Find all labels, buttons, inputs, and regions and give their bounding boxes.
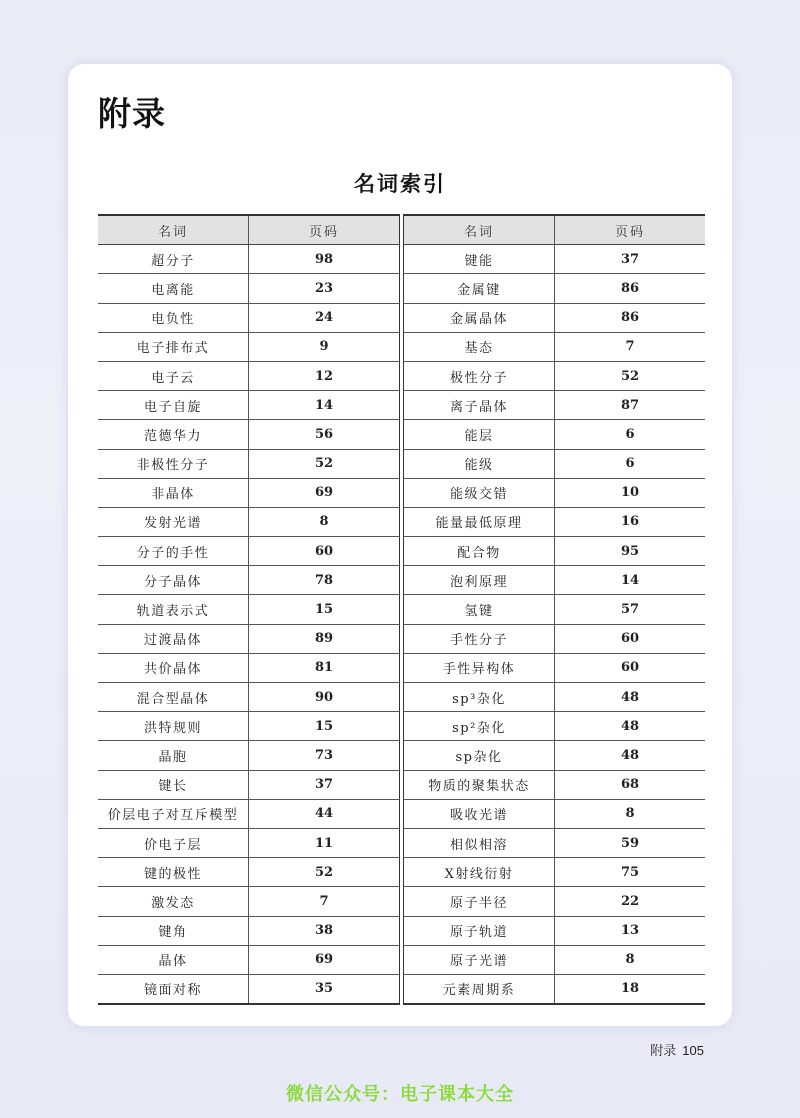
index-term: 键能 — [404, 245, 555, 274]
index-term: 物质的聚集状态 — [404, 770, 555, 799]
table-row — [98, 683, 400, 712]
table-row — [98, 449, 400, 478]
index-page: 37 — [555, 245, 706, 274]
index-term: 轨道表示式 — [98, 595, 249, 624]
index-page: 22 — [555, 887, 706, 916]
index-table-right — [403, 214, 705, 1005]
index-term: 发射光谱 — [98, 507, 249, 536]
index-page: 57 — [555, 595, 706, 624]
index-term: 分子的手性 — [98, 537, 249, 566]
index-term: 电子云 — [98, 361, 249, 390]
index-page: 78 — [249, 566, 400, 595]
index-term: 能级交错 — [404, 478, 555, 507]
index-page: 44 — [249, 799, 400, 828]
index-page: 24 — [249, 303, 400, 332]
index-page: 52 — [249, 449, 400, 478]
index-page: 69 — [249, 945, 400, 974]
table-row — [404, 537, 706, 566]
page-footer — [650, 1040, 704, 1059]
index-page: 95 — [555, 537, 706, 566]
index-term: 键的极性 — [98, 858, 249, 887]
table-row — [98, 887, 400, 916]
index-page: 18 — [555, 974, 706, 1004]
table-row — [404, 828, 706, 857]
index-page: 60 — [555, 624, 706, 653]
index-page: 87 — [555, 391, 706, 420]
index-page: 14 — [249, 391, 400, 420]
index-term: 洪特规则 — [98, 712, 249, 741]
index-page: 16 — [555, 507, 706, 536]
table-row — [404, 916, 706, 945]
index-page: 59 — [555, 828, 706, 857]
index-term: 基态 — [404, 332, 555, 361]
index-term: 价层电子对互斥模型 — [98, 799, 249, 828]
index-page: 10 — [555, 478, 706, 507]
index-term: 手性异构体 — [404, 653, 555, 682]
table-row — [98, 828, 400, 857]
index-page: 73 — [249, 741, 400, 770]
index-page: 98 — [249, 245, 400, 274]
index-table-right-body — [404, 245, 706, 1004]
index-term: 金属键 — [404, 274, 555, 303]
table-row — [404, 799, 706, 828]
index-term: 键角 — [98, 916, 249, 945]
table-row — [404, 332, 706, 361]
table-row — [404, 420, 706, 449]
index-term: 过渡晶体 — [98, 624, 249, 653]
index-page: 23 — [249, 274, 400, 303]
table-row — [98, 332, 400, 361]
index-page: 11 — [249, 828, 400, 857]
table-row — [98, 420, 400, 449]
index-page: 12 — [249, 361, 400, 390]
index-term: sp杂化 — [404, 741, 555, 770]
index-term: 电负性 — [98, 303, 249, 332]
index-term: 手性分子 — [404, 624, 555, 653]
table-row — [404, 624, 706, 653]
index-page: 52 — [555, 361, 706, 390]
header-row — [98, 215, 400, 245]
index-term: 电子排布式 — [98, 332, 249, 361]
table-row — [98, 712, 400, 741]
index-page: 14 — [555, 566, 706, 595]
index-term: 非晶体 — [98, 478, 249, 507]
table-row — [98, 974, 400, 1004]
table-row — [98, 478, 400, 507]
header-term: 名词 — [98, 215, 249, 245]
index-term: 元素周期系 — [404, 974, 555, 1004]
table-row — [98, 916, 400, 945]
table-row — [404, 274, 706, 303]
index-term: 吸收光谱 — [404, 799, 555, 828]
index-page: 8 — [555, 799, 706, 828]
index-page: 86 — [555, 274, 706, 303]
index-term: 价电子层 — [98, 828, 249, 857]
index-term: 超分子 — [98, 245, 249, 274]
index-term: 混合型晶体 — [98, 683, 249, 712]
index-page: 37 — [249, 770, 400, 799]
index-term: 能级 — [404, 449, 555, 478]
table-row — [404, 887, 706, 916]
index-term: 电离能 — [98, 274, 249, 303]
index-term: 原子轨道 — [404, 916, 555, 945]
index-page: 75 — [555, 858, 706, 887]
index-term: 原子半径 — [404, 887, 555, 916]
table-row — [404, 507, 706, 536]
table-row — [98, 274, 400, 303]
index-term: 非极性分子 — [98, 449, 249, 478]
index-page: 60 — [249, 537, 400, 566]
index-page: 8 — [555, 945, 706, 974]
index-page: 86 — [555, 303, 706, 332]
index-term: 离子晶体 — [404, 391, 555, 420]
table-row — [98, 303, 400, 332]
header-page: 页码 — [249, 215, 400, 245]
index-table-left-body — [98, 245, 400, 1004]
index-tables — [98, 214, 705, 1010]
table-row — [98, 595, 400, 624]
index-term: 氢键 — [404, 595, 555, 624]
footer-label: 附录 — [650, 1043, 677, 1058]
index-term: 能量最低原理 — [404, 507, 555, 536]
index-page: 7 — [249, 887, 400, 916]
index-page: 15 — [249, 595, 400, 624]
index-term: 能层 — [404, 420, 555, 449]
table-row — [98, 245, 400, 274]
index-page: 68 — [555, 770, 706, 799]
index-term: 泡利原理 — [404, 566, 555, 595]
table-row — [404, 741, 706, 770]
index-term: 共价晶体 — [98, 653, 249, 682]
index-page: 9 — [249, 332, 400, 361]
table-row — [404, 566, 706, 595]
index-term: 范德华力 — [98, 420, 249, 449]
header-page: 页码 — [555, 215, 706, 245]
index-page: 15 — [249, 712, 400, 741]
index-term: 分子晶体 — [98, 566, 249, 595]
table-row — [404, 858, 706, 887]
index-term: 晶体 — [98, 945, 249, 974]
index-term: 镜面对称 — [98, 974, 249, 1004]
table-row — [404, 391, 706, 420]
table-row — [98, 361, 400, 390]
index-term: sp²杂化 — [404, 712, 555, 741]
table-row — [404, 974, 706, 1004]
index-term: 键长 — [98, 770, 249, 799]
index-page: 52 — [249, 858, 400, 887]
section-title: 附录 — [98, 94, 166, 133]
index-page: 89 — [249, 624, 400, 653]
table-row — [98, 858, 400, 887]
index-page: 38 — [249, 916, 400, 945]
index-page: 6 — [555, 420, 706, 449]
table-row — [404, 945, 706, 974]
index-page: 35 — [249, 974, 400, 1004]
index-term: 极性分子 — [404, 361, 555, 390]
table-row — [98, 624, 400, 653]
table-row — [404, 245, 706, 274]
table-row — [404, 478, 706, 507]
header-row — [404, 215, 706, 245]
page-number: 105 — [682, 1043, 704, 1058]
table-row — [98, 566, 400, 595]
table-row — [98, 770, 400, 799]
index-term: 激发态 — [98, 887, 249, 916]
index-page: 48 — [555, 683, 706, 712]
index-page: 69 — [249, 478, 400, 507]
table-row — [98, 507, 400, 536]
header-term: 名词 — [404, 215, 555, 245]
index-term: 配合物 — [404, 537, 555, 566]
table-row — [98, 391, 400, 420]
index-term: 金属晶体 — [404, 303, 555, 332]
table-row — [404, 683, 706, 712]
table-row — [404, 595, 706, 624]
table-row — [404, 653, 706, 682]
table-row — [98, 799, 400, 828]
index-page: 60 — [555, 653, 706, 682]
index-term: 原子光谱 — [404, 945, 555, 974]
table-row — [98, 653, 400, 682]
index-term: 电子自旋 — [98, 391, 249, 420]
table-row — [404, 361, 706, 390]
table-row — [404, 449, 706, 478]
table-row — [98, 945, 400, 974]
index-table-title: 名词索引 — [354, 171, 446, 196]
index-page: 81 — [249, 653, 400, 682]
index-page: 56 — [249, 420, 400, 449]
index-page: 7 — [555, 332, 706, 361]
table-row — [404, 770, 706, 799]
index-page: 90 — [249, 683, 400, 712]
index-table-left — [98, 214, 400, 1005]
index-page: 13 — [555, 916, 706, 945]
table-row — [404, 712, 706, 741]
index-term: X射线衍射 — [404, 858, 555, 887]
index-page: 48 — [555, 741, 706, 770]
index-term: 相似相溶 — [404, 828, 555, 857]
table-row — [98, 537, 400, 566]
wechat-banner: 微信公众号：电子课本大全 — [286, 1084, 514, 1105]
index-term: sp³杂化 — [404, 683, 555, 712]
index-term: 晶胞 — [98, 741, 249, 770]
index-page: 8 — [249, 507, 400, 536]
index-page: 48 — [555, 712, 706, 741]
index-page: 6 — [555, 449, 706, 478]
table-row — [404, 303, 706, 332]
table-row — [98, 741, 400, 770]
